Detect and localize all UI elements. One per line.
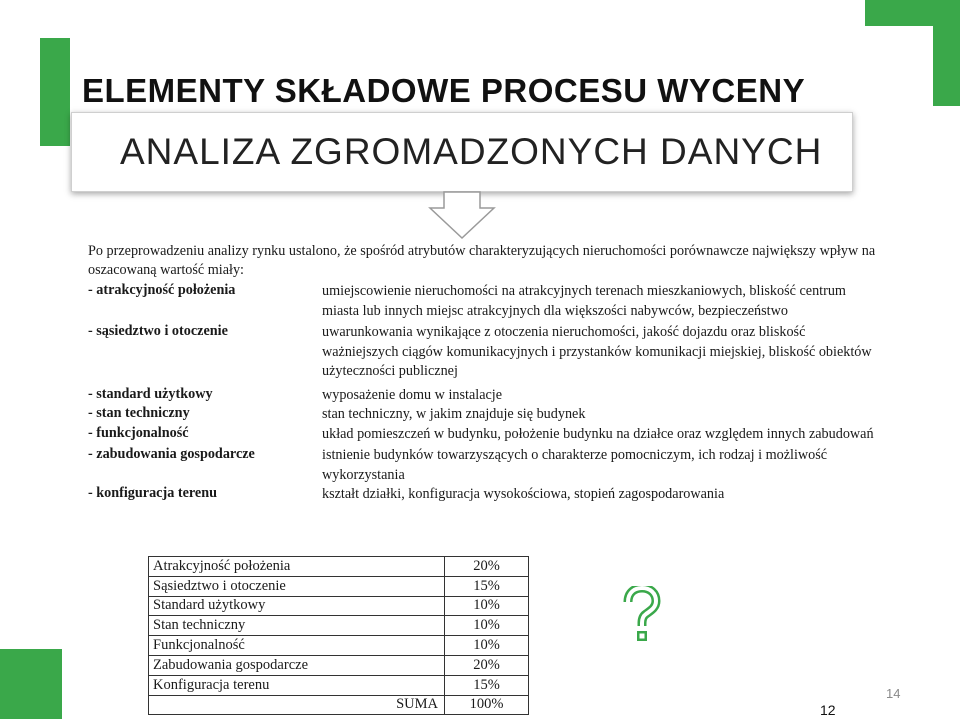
slide-page-number: 14 (886, 686, 901, 701)
green-accent-bar (40, 38, 70, 146)
attribute-row (88, 446, 878, 485)
table-sum-row (149, 695, 529, 715)
table-cell-weight: 20% (445, 557, 529, 577)
attribute-description: kształt działki, konfiguracja wysokościowa, stopień zagospodarowania (322, 486, 725, 502)
table-cell-weight: 15% (445, 576, 529, 596)
intro-paragraph: Po przeprowadzeniu analizy rynku ustalono, że spośród atrybutów charakteryzujących nieruchomości porównawcze największy wpływ na oszacowaną wartość miały: (88, 243, 876, 278)
page-title: ELEMENTY SKŁADOWE PROCESU WYCENY (82, 72, 806, 109)
attribute-row (88, 386, 878, 406)
weights-table (148, 556, 529, 715)
attribute-label: - standard użytkowy (88, 385, 213, 402)
table-cell-weight: 10% (445, 616, 529, 636)
table-row (149, 616, 529, 636)
attribute-description: wyposażenie domu w instalacje (322, 386, 503, 403)
scanned-document (88, 242, 878, 505)
table-cell-name: Stan techniczny (149, 616, 445, 636)
down-arrow-icon (428, 190, 496, 240)
table-row (149, 655, 529, 675)
attribute-label: - zabudowania gospodarcze (88, 446, 255, 462)
attribute-label: - konfiguracja terenu (88, 485, 217, 501)
attribute-description: istnienie budynków towarzyszących o charakterze pomocniczym, ich rodzaj i możliwość wykorzystania (322, 447, 828, 483)
subtitle: ANALIZA ZGROMADZONYCH DANYCH (120, 131, 823, 172)
attribute-description: układ pomieszczeń w budynku, położenie budynku na działce oraz względem innych zabudowań (322, 425, 874, 442)
attribute-row (88, 485, 878, 505)
table-cell-weight: 15% (445, 675, 529, 695)
table-cell-name: Konfiguracja terenu (149, 675, 445, 695)
subtitle-box (71, 112, 853, 192)
corner-decoration-top-right (865, 0, 960, 106)
scan-page-number: 12 (820, 702, 836, 718)
table-row (149, 636, 529, 656)
table-cell-weight: 20% (445, 655, 529, 675)
table-cell-name: Zabudowania gospodarcze (149, 655, 445, 675)
attribute-label: - stan techniczny (88, 405, 190, 421)
corner-decoration-bottom-left (0, 649, 62, 719)
table-row (149, 576, 529, 596)
table-cell-name: Standard użytkowy (149, 596, 445, 616)
table-row (149, 675, 529, 695)
attribute-label: - sąsiedztwo i otoczenie (88, 323, 228, 339)
table-row (149, 596, 529, 616)
attribute-description: uwarunkowania wynikające z otoczenia nieruchomości, jakość dojazdu oraz bliskość ważniejszych ciągów komunikacyjnych i przystanków komunikacji miejskiej, bliskość obiektów użyteczności publicznej (322, 324, 872, 379)
table-row (149, 557, 529, 577)
attribute-row (88, 282, 878, 321)
table-cell-name: Sąsiedztwo i otoczenie (149, 576, 445, 596)
table-cell-name: Funkcjonalność (149, 636, 445, 656)
sum-label: SUMA (149, 695, 445, 715)
attribute-row (88, 405, 878, 425)
attribute-label: - atrakcyjność położenia (88, 282, 236, 298)
sum-value: 100% (445, 695, 529, 715)
table-cell-name: Atrakcyjność położenia (149, 557, 445, 577)
attribute-description: umiejscowienie nieruchomości na atrakcyjnych terenach mieszkaniowych, bliskość centrum miasta lub innych miejsc atrakcyjnych dla większości nabywców, bezpieczeństwo (322, 283, 846, 319)
attribute-row (88, 425, 878, 445)
attribute-row (88, 323, 878, 382)
table-cell-weight: 10% (445, 636, 529, 656)
table-cell-weight: 10% (445, 596, 529, 616)
attribute-description: stan techniczny, w jakim znajduje się budynek (322, 406, 586, 422)
question-mark-icon (622, 586, 662, 642)
attribute-label: - funkcjonalność (88, 424, 189, 441)
